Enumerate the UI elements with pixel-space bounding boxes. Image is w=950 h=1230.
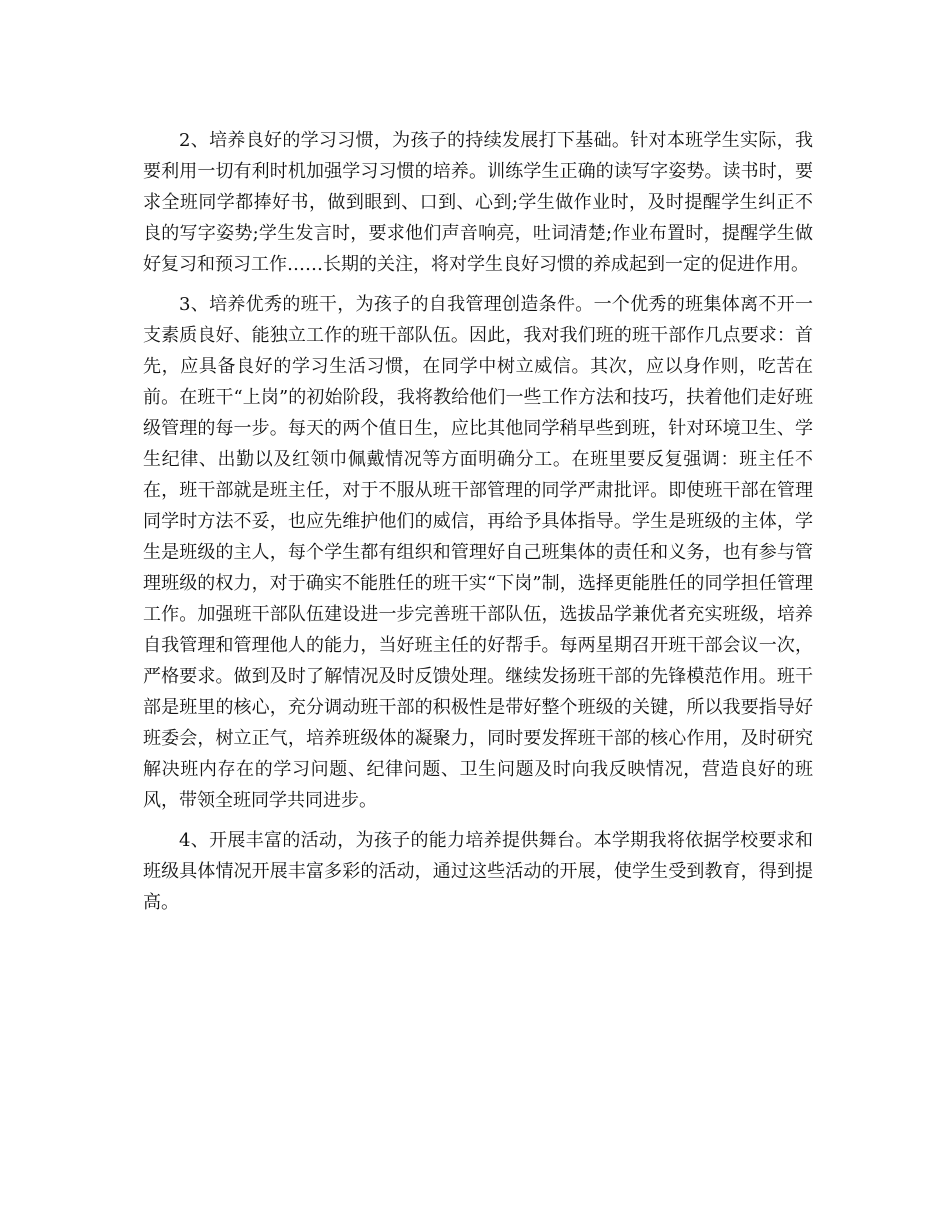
document-body <box>143 125 813 918</box>
paragraph-4-activities: 4、开展丰富的活动，为孩子的能力培养提供舞台。本学期我将依据学校要求和班级具体情况开展丰富多彩的活动，通过这些活动的开展，使学生受到教育，得到提高。 <box>143 830 813 913</box>
paragraph-3-class-cadres: 3、培养优秀的班干，为孩子的自我管理创造条件。一个优秀的班集体离不开一支素质良好、能独立工作的班干部队伍。因此，我对我们班的班干部作几点要求：首先，应具备良好的学习生活习惯，在同学中树立威信。其次，应以身作则，吃苦在前。在班干“上岗”的初始阶段，我将教给他们一些工作方法和技巧，扶着他们走好班级管理的每一步。每天的两个值日生，应比其他同学稍早些到班，针对环境卫生、学生纪律、出勤以及红领巾佩戴情况等方面明确分工。在班里要反复强调：班主任不在，班干部就是班主任，对于不服从班干部管理的同学严肃批评。即使班干部在管理同学时方法不妥，也应先维护他们的威信，再给予具体指导。学生是班级的主体，学生是班级的主人，每个学生都有组织和管理好自己班集体的责任和义务，也有参与管理班级的权力，对于确实不能胜任的班干实“下岗”制，选择更能胜任的同学担任管理工作。加强班干部队伍建设进一步完善班干部队伍，选拔品学兼优者充实班级，培养自我管理和管理他人的能力，当好班主任的好帮手。每两星期召开班干部会议一次，严格要求。做到及时了解情况及时反馈处理。继续发扬班干部的先锋模范作用。班干部是班里的核心，充分调动班干部的积极性是带好整个班级的关键，所以我要指导好班委会，树立正气，培养班级体的凝聚力，同时要发挥班干部的核心作用，及时研究解决班内存在的学习问题、纪律问题、卫生问题及时向我反映情况，营造良好的班风，带领全班同学共同进步。 <box>143 294 813 811</box>
paragraph-2-study-habits: 2、培养良好的学习习惯，为孩子的持续发展打下基础。针对本班学生实际，我要利用一切有利时机加强学习习惯的培养。训练学生正确的读写字姿势。读书时，要求全班同学都捧好书，做到眼到、口到、心到;学生做作业时，及时提醒学生纠正不良的写字姿势;学生发言时，要求他们声音响亮，吐词清楚;作业布置时，提醒学生做好复习和预习工作……长期的关注，将对学生良好习惯的养成起到一定的促进作用。 <box>143 130 813 275</box>
